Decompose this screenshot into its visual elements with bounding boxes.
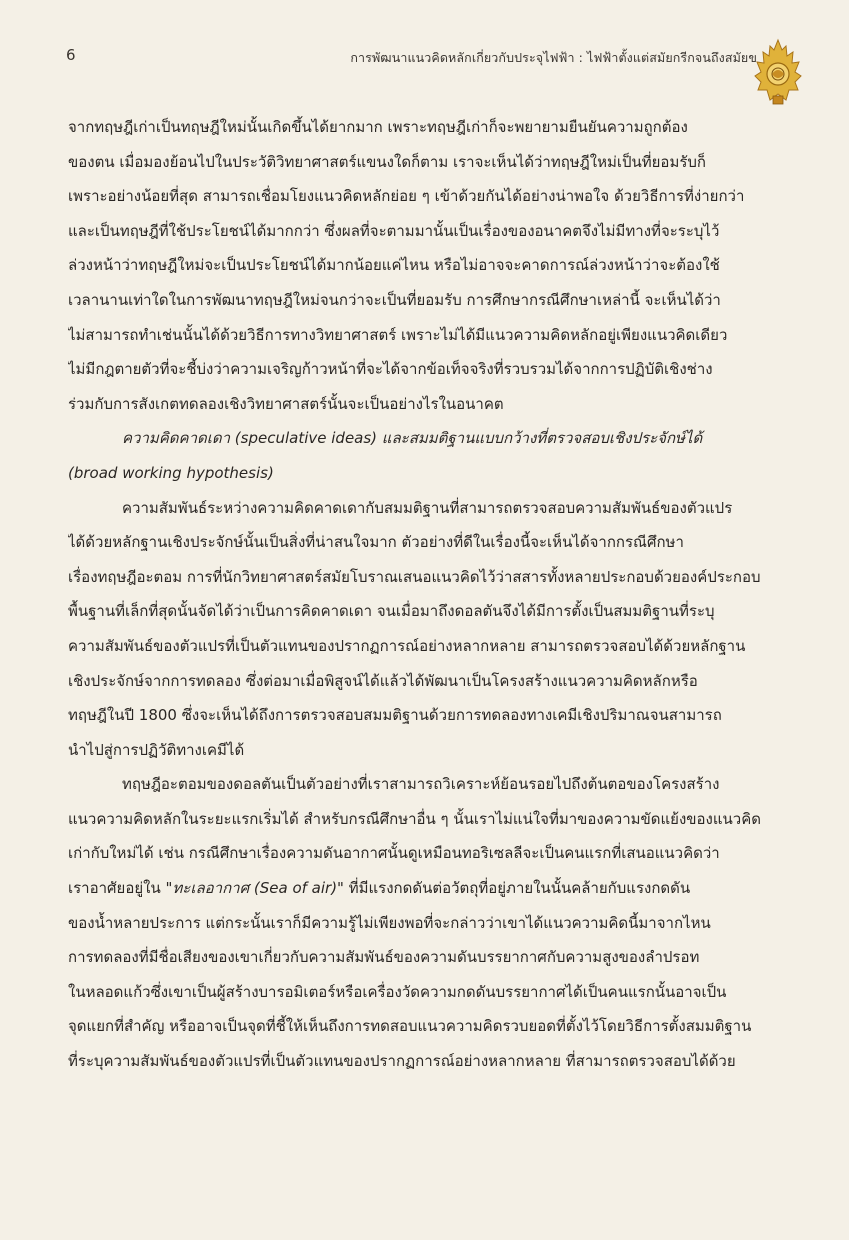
paragraph-line: เพราะอย่างน้อยที่สุด สามารถเชื่อมโยงแนวคิดหลักย่อย ๆ เข้าด้วยกันได้อย่างน่าพอใจ ด้วยวิธีการที่ง่ายกว่า [68,187,745,206]
page-number: 6 [66,46,76,64]
paragraph-line: ไม่มีกฎตายตัวที่จะชี้บ่งว่าความเจริญก้าวหน้าที่จะได้จากข้อเท็จจริงที่รวบรวมได้จากการปฏิบัติเชิงช่าง [68,360,713,379]
section-heading-continued: (broad working hypothesis) [68,463,274,482]
paragraph-line: ความสัมพันธ์ระหว่างความคิดคาดเดากับสมมติฐานที่สามารถตรวจสอบความสัมพันธ์ของตัวแปร [122,498,733,517]
running-title: การพัฒนาแนวคิดหลักเกี่ยวกับประจุไฟฟ้า : ไฟฟ้าตั้งแต่สมัยกรีกจนถึงสมัยข [350,50,757,65]
line-suffix: ที่มีแรงกดดันต่อวัตถุที่อยู่ภายในนั้นคล้ายกับแรงกดดัน [343,879,691,898]
paragraph-line: จากทฤษฎีเก่าเป็นทฤษฎีใหม่นั้นเกิดขึ้นได้ยากมาก เพราะทฤษฎีเก่าก็จะพยายามยืนยันความถูกต้อง [68,118,688,136]
university-seal-icon [753,38,803,108]
paragraph-line: เวลานานเท่าใดในการพัฒนาทฤษฎีใหม่จนกว่าจะเป็นที่ยอมรับ การศึกษากรณีศึกษาเหล่านี้ จะเห็นได้ว่า [68,290,721,309]
sea-of-air-quote: "ทะเลอากาศ (Sea of air)" [165,879,344,898]
paragraph-line: เรื่องทฤษฎีอะตอม การที่นักวิทยาศาสตร์สมัยโบราณเสนอแนวคิดไว้ว่าสสารทั้งหลายประกอบด้วยองค์ประกอบ [68,567,761,586]
paragraph-line: ได้ด้วยหลักฐานเชิงประจักษ์นั้นเป็นสิ่งที่น่าสนใจมาก ตัวอย่างที่ดีในเรื่องนี้จะเห็นได้จากกรณีศึกษา [68,533,684,552]
paragraph-line: ทฤษฎีอะตอมของดอลตันเป็นตัวอย่างที่เราสามารถวิเคราะห์ย้อนรอยไปถึงต้นตอของโครงสร้าง [122,775,720,794]
paragraph-line: เก่ากับใหม่ได้ เช่น กรณีศึกษาเรื่องความดันอากาศนั้นดูเหมือนทอริเซลลีจะเป็นคนแรกที่เสนอแนวคิดว่า [68,844,720,863]
paragraph-line: ของน้ำหลายประการ แต่กระนั้นเราก็มีความรู้ไม่เพียงพอที่จะกล่าวว่าเขาได้แนวความคิดนี้มาจากไหน [68,913,711,932]
paragraph-line: ร่วมกับการสังเกตทดลองเชิงวิทยาศาสตร์นั้นจะเป็นอย่างไรในอนาคต [68,394,504,413]
paragraph-line: ล่วงหน้าว่าทฤษฎีใหม่จะเป็นประโยชน์ได้มากน้อยแค่ไหน หรือไม่อาจจะคาดการณ์ล่วงหน้าว่าจะต้องใช้ [68,256,720,275]
paragraph-line: และเป็นทฤษฎีที่ใช้ประโยชน์ได้มากกว่า ซึ่งผลที่จะตามมานั้นเป็นเรื่องของอนาคตจึงไม่มีทางที่จะระบุไว้ [68,221,720,240]
paragraph-line: นำไปสู่การปฏิวัติทางเคมีได้ [68,740,245,759]
paragraph-line: ความสัมพันธ์ของตัวแปรที่เป็นตัวแทนของปรากฏการณ์อย่างหลากหลาย สามารถตรวจสอบได้ด้วยหลักฐาน [68,636,746,655]
paragraph-line: ทฤษฎีในปี 1800 ซึ่งจะเห็นได้ถึงการตรวจสอบสมมติฐานด้วยการทดลองทางเคมีเชิงปริมาณจนสามารถ [68,706,722,725]
paragraph-line [68,871,804,906]
line-prefix: เราอาศัยอยู่ใน [68,879,166,898]
paragraph-line: การทดลองที่มีชื่อเสียงของเขาเกี่ยวกับความสัมพันธ์ของความดันบรรยากาศกับความสูงของลำปรอท [68,948,700,967]
paragraph-line: พื้นฐานที่เล็กที่สุดนั้นจัดได้ว่าเป็นการคิดคาดเดา จนเมื่อมาถึงดอลตันจึงได้มีการตั้งเป็นสมมติฐานที่ระบุ [68,602,715,621]
section-heading: ความคิดคาดเดา (speculative ideas) และสมมติฐานแบบกว้างที่ตรวจสอบเชิงประจักษ์ได้ [122,429,703,448]
paragraph-line: ของตน เมื่อมองย้อนไปในประวัติวิทยาศาสตร์แขนงใดก็ตาม เราจะเห็นได้ว่าทฤษฎีใหม่เป็นที่ยอมรับก็ [68,152,706,171]
paragraph-line: เชิงประจักษ์จากการทดลอง ซึ่งต่อมาเมื่อพิสูจน์ได้แล้วได้พัฒนาเป็นโครงสร้างแนวความคิดหลักหรือ [68,671,698,690]
paragraph-line: ในหลอดแก้วซึ่งเขาเป็นผู้สร้างบารอมิเตอร์หรือเครื่องวัดความกดดันบรรยากาศได้เป็นคนแรกนั้นอาจเป็น [68,982,727,1001]
body-text [68,110,804,1079]
paragraph-line: ที่ระบุความสัมพันธ์ของตัวแปรที่เป็นตัวแทนของปรากฏการณ์อย่างหลากหลาย ที่สามารถตรวจสอบได้ด้วย [68,1052,736,1071]
paragraph-line: ไม่สามารถทำเช่นนั้นได้ด้วยวิธีการทางวิทยาศาสตร์ เพราะไม่ได้มีแนวความคิดหลักอยู่เพียงแนวคิดเดียว [68,325,728,344]
paragraph-line: จุดแยกที่สำคัญ หรืออาจเป็นจุดที่ชี้ให้เห็นถึงการทดสอบแนวความคิดรวบยอดที่ตั้งไว้โดยวิธีการตั้งสมมติฐาน [68,1017,752,1036]
paragraph-line: แนวความคิดหลักในระยะแรกเริ่มได้ สำหรับกรณีศึกษาอื่น ๆ นั้นเราไม่แน่ใจที่มาของความขัดแย้งของแนวคิด [68,809,762,828]
